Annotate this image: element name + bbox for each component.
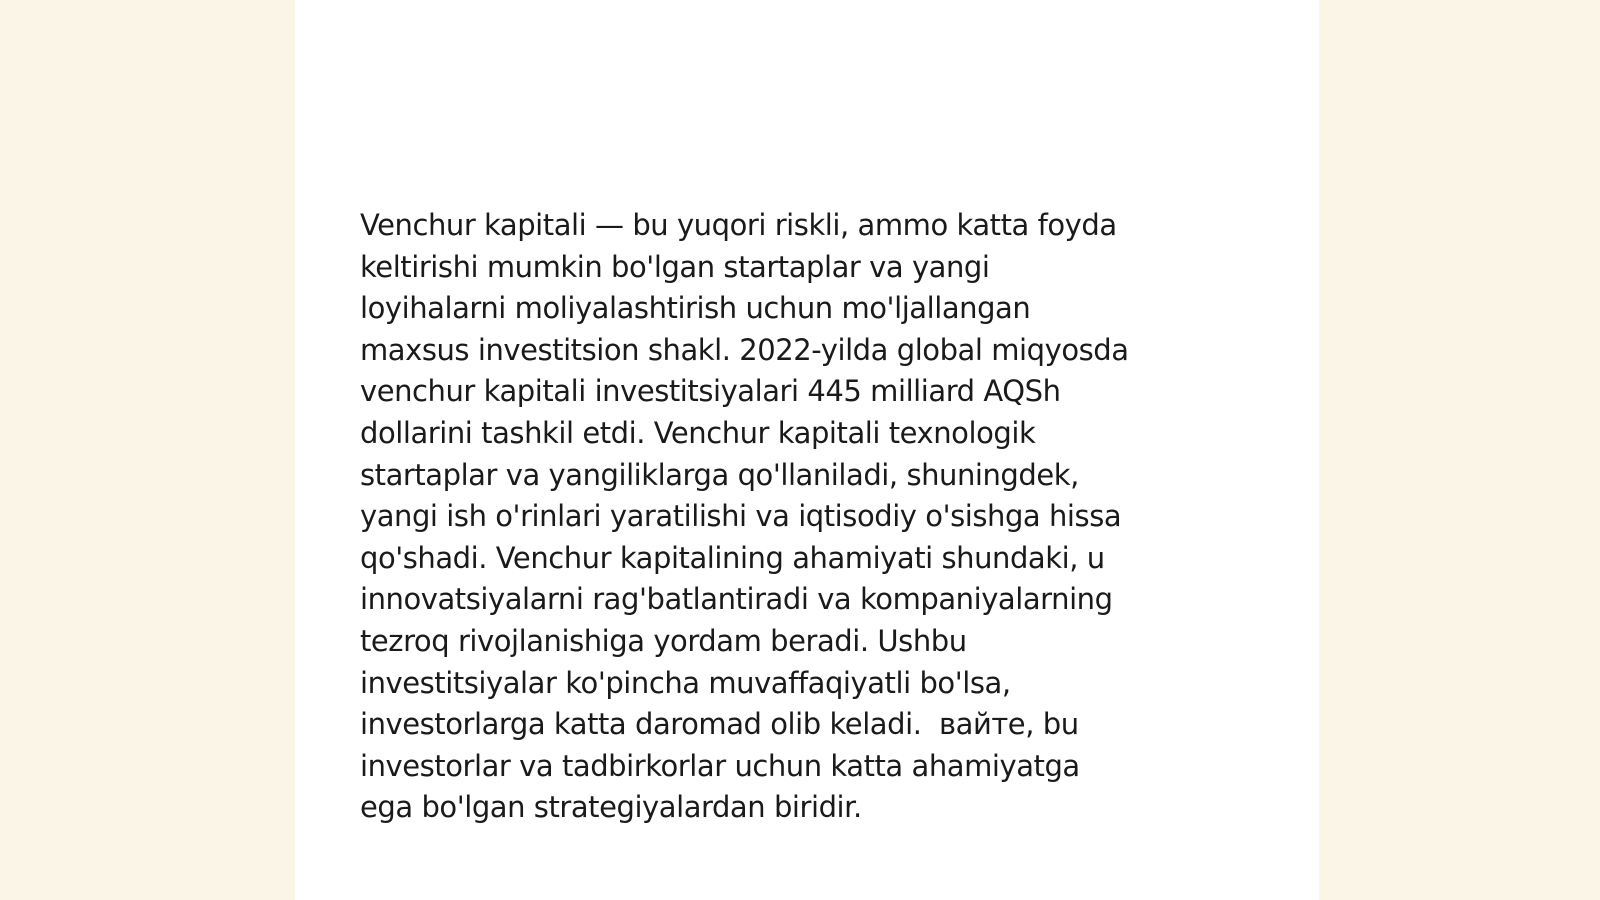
slide-body-text: Venchur kapitali — bu yuqori riskli, ammo katta foyda keltirishi mumkin bo'lgan startaplar va yangi loyihalarni moliyalashtirish uchun mo'ljallangan maxsus investitsion shakl. 2022-yilda global miqyosda venchur kapitali investitsiyalari 445 milliard AQSh dollarini tashkil etdi. Venchur kapitali texnologik startaplar va yangiliklarga qo'llaniladi, shuningdek, yangi ish o'rinlari yaratilishi va iqtisodiy o'sishga hissa qo'shadi. Venchur kapitalining ahamiyati shundaki, u innovatsiyalarni rag'batlantiradi va kompaniyalarning tezroq rivojlanishiga yordam beradi. Ushbu investitsiyalar ko'pincha muvaffaqiyatli bo'lsa, investorlarga katta daromad olib keladi. ​​ вайте, bu investorlar va tadbirkorlar uchun katta ahamiyatga ega bo'lgan strategiyalardan biridir. xyxy=(360,208,1129,825)
right-background-margin xyxy=(1319,0,1600,900)
left-background-margin xyxy=(0,0,295,900)
slide-page xyxy=(295,0,1319,900)
